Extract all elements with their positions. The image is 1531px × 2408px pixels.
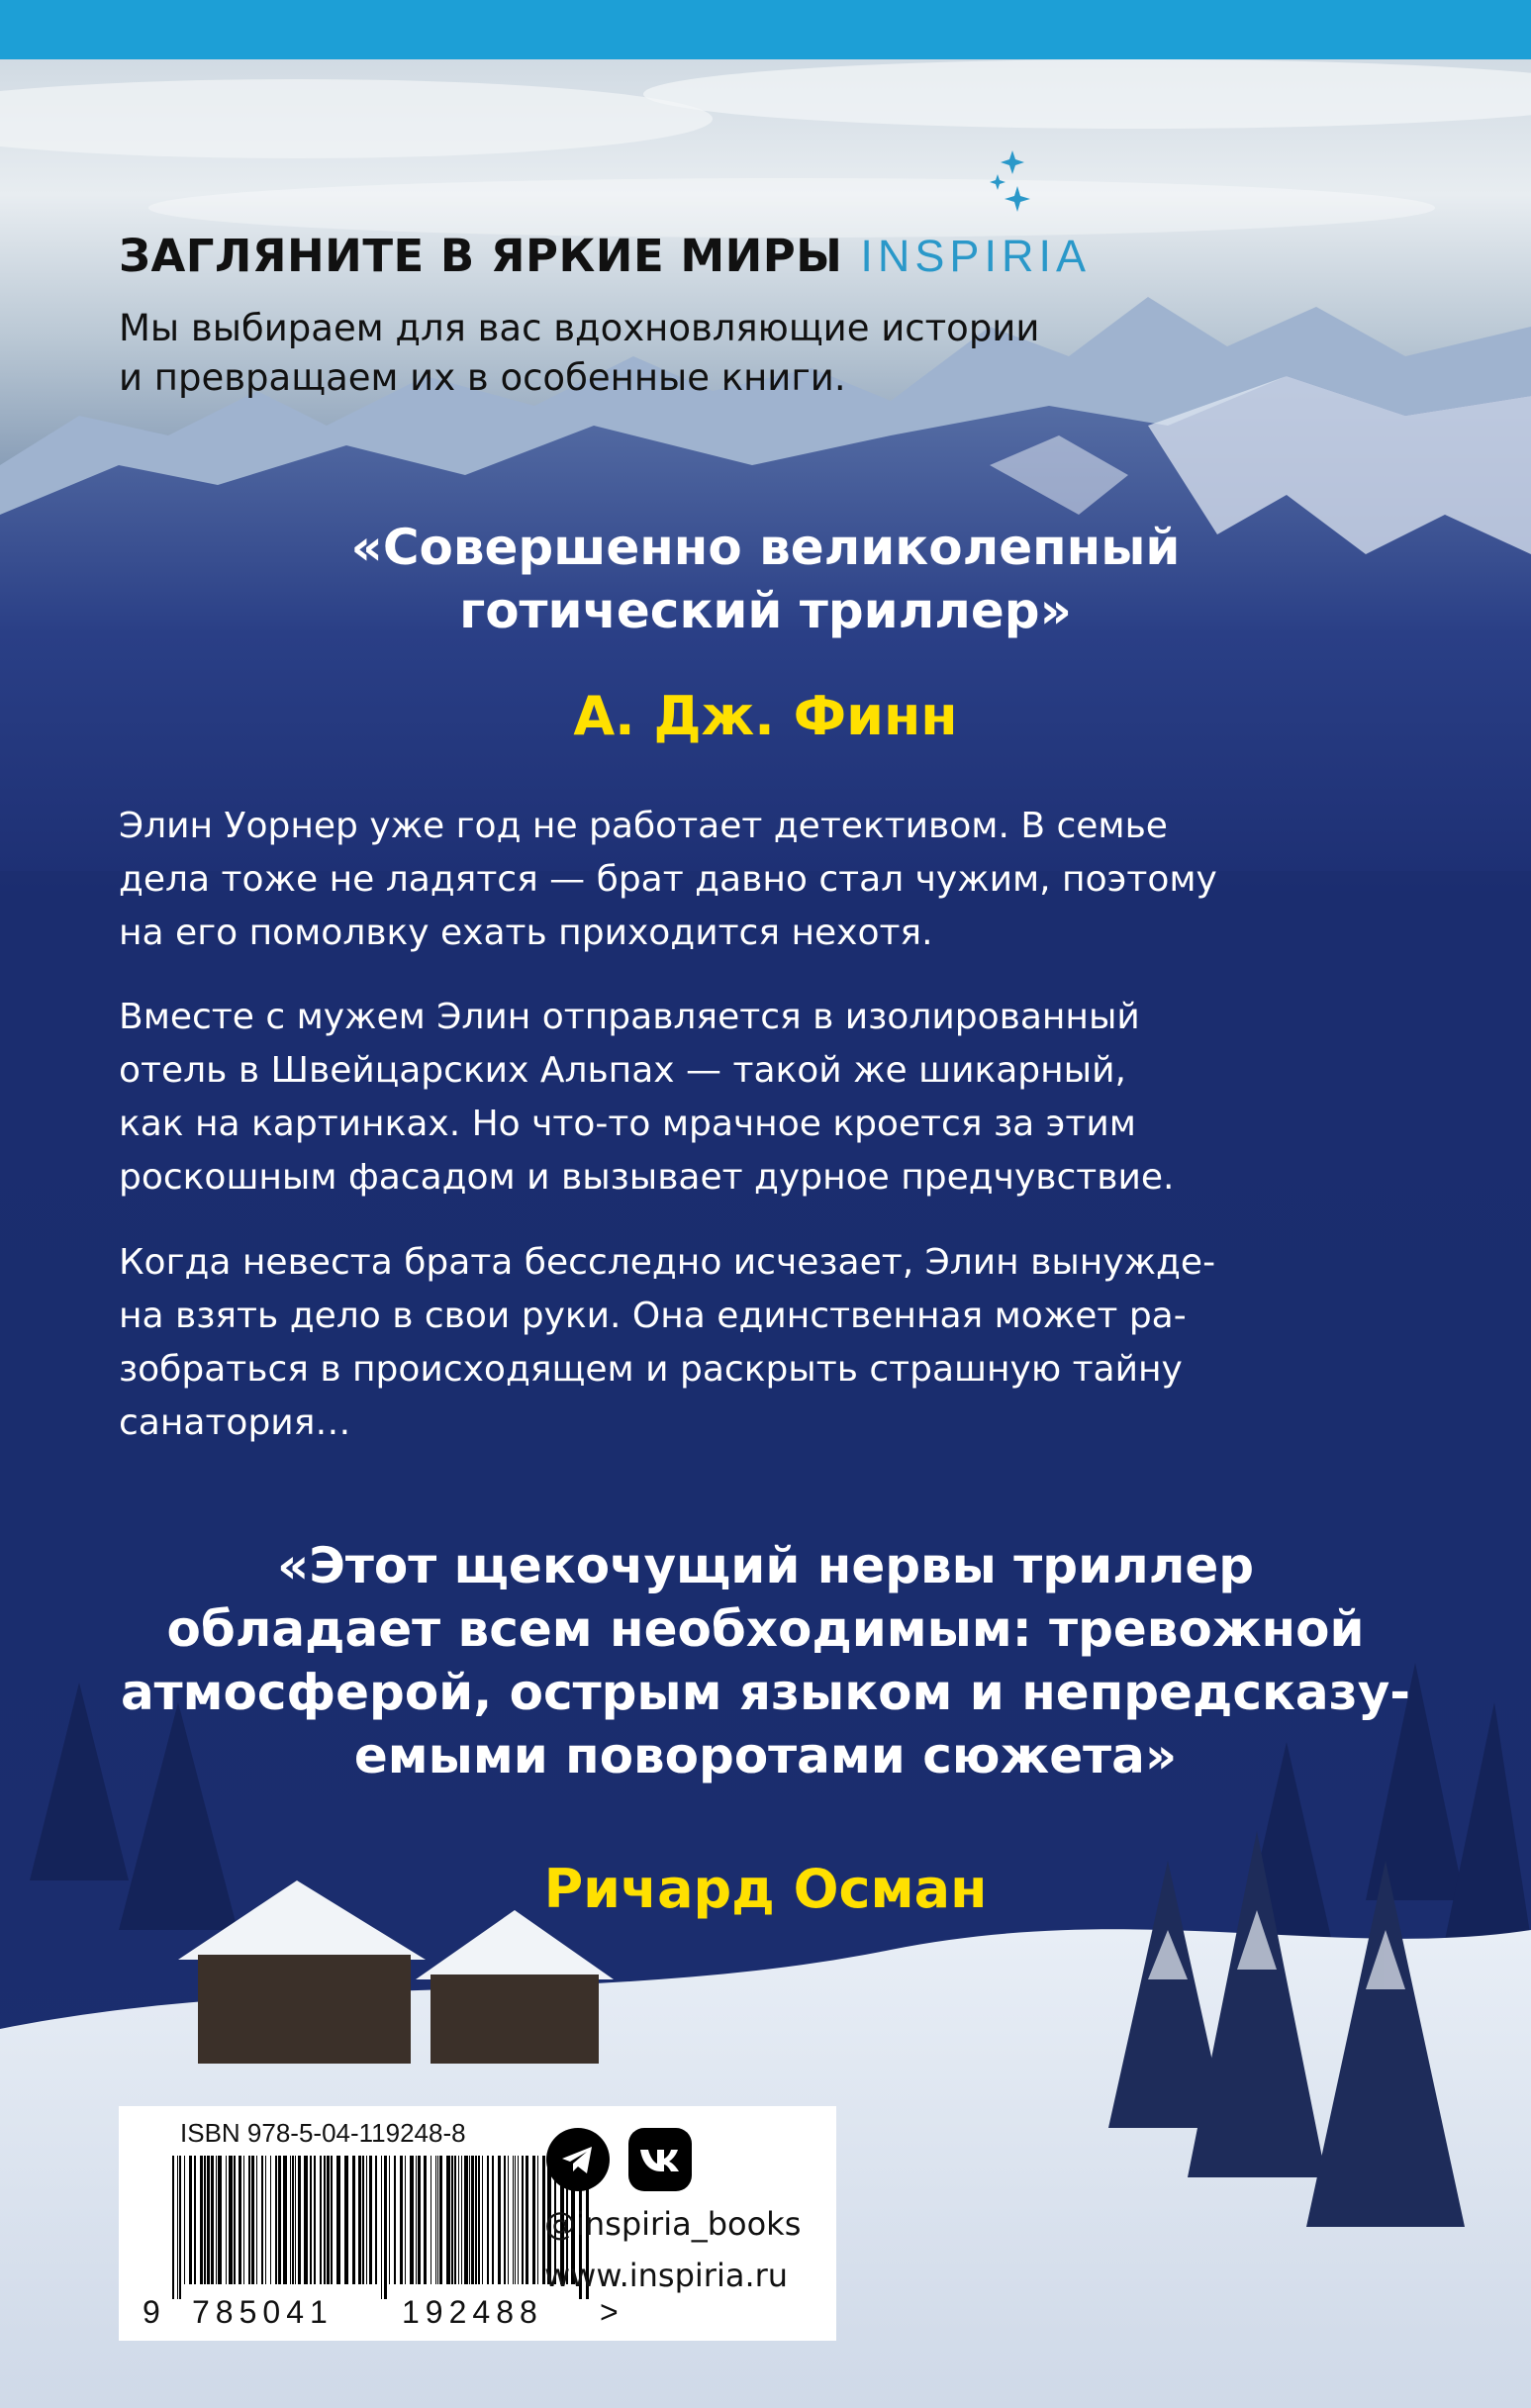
barcode-bar (461, 2156, 462, 2284)
barcode-bar (362, 2156, 364, 2284)
barcode-bar (336, 2156, 340, 2284)
barcode-bar (424, 2156, 427, 2284)
barcode-bar (172, 2156, 174, 2299)
barcode-bar (292, 2156, 294, 2284)
barcode-bar (314, 2156, 316, 2284)
barcode-bar (394, 2156, 396, 2284)
website-link[interactable]: www.inspiria.ru (544, 2257, 789, 2294)
barcode-bar (454, 2156, 456, 2284)
barcode-bar (487, 2156, 489, 2284)
barcode-bar (469, 2156, 470, 2284)
barcode-bar (410, 2156, 414, 2284)
barcode-bar (327, 2156, 330, 2284)
barcode-bar (482, 2156, 483, 2284)
brand-heading (119, 230, 1405, 282)
blurb-line: Элин Уорнер уже год не работает детективом. В семье (119, 806, 1168, 846)
barcode-bar (184, 2156, 185, 2284)
barcode-bar (234, 2156, 236, 2284)
barcode-bar (451, 2156, 453, 2284)
barcode-bar (211, 2156, 214, 2284)
telegram-icon[interactable] (546, 2128, 610, 2191)
top-color-band (0, 0, 1531, 59)
barcode-bar (504, 2156, 506, 2284)
social-handle[interactable]: @inspiria_books (544, 2205, 802, 2243)
barcode-bar (508, 2156, 509, 2284)
quote-line: готический триллер» (459, 582, 1072, 639)
barcode-digits-left: 785041 (192, 2294, 334, 2330)
quote-line: «Совершенно великолепный (350, 519, 1181, 576)
barcode-bar (261, 2156, 263, 2284)
barcode-bar (522, 2156, 524, 2284)
barcode-bar (435, 2156, 436, 2284)
vk-icon[interactable] (628, 2128, 692, 2191)
barcode-bar (278, 2156, 281, 2284)
quote-author-1: А. Дж. Финн (573, 685, 958, 747)
quote-line: емыми поворотами сюжета» (353, 1727, 1178, 1784)
barcode-bar (518, 2156, 519, 2284)
barcode-bar (275, 2156, 277, 2284)
blurb-line: роскошным фасадом и вызывает дурное предчувствие. (119, 1157, 1175, 1198)
barcode-bar (179, 2156, 181, 2299)
brand-subtitle-line: и превращаем их в особенные книги. (119, 356, 846, 399)
blurb-line: как на картинках. Но что-то мрачное кроется за этим (119, 1104, 1136, 1144)
barcode-bar (381, 2156, 382, 2299)
barcode-bar (189, 2156, 192, 2284)
quote-line: атмосферой, острым языком и непредсказу- (120, 1664, 1411, 1721)
barcode-bar (226, 2156, 227, 2284)
barcode-bar (437, 2156, 438, 2284)
barcode-bar (526, 2156, 528, 2284)
barcode-bar (207, 2156, 210, 2284)
barcode-bar (298, 2156, 301, 2284)
blurb-paragraph-1 (119, 800, 1425, 960)
barcode-bar (366, 2156, 367, 2284)
barcode-bar (532, 2156, 535, 2284)
blurb-line: на взять дело в свои руки. Она единственная может ра- (119, 1296, 1187, 1336)
barcode-bar (200, 2156, 203, 2284)
blurb-line: зобраться в происходящем и раскрыть страшную тайну (119, 1349, 1183, 1390)
barcode-bar (446, 2156, 450, 2284)
barcode-bar (216, 2156, 217, 2284)
barcode-bar (513, 2156, 514, 2284)
barcode-bar (478, 2156, 480, 2284)
barcode-digit-tail: > (600, 2294, 619, 2330)
barcode (172, 2156, 592, 2299)
barcode-bar (256, 2156, 257, 2284)
blurb-line: дела тоже не ладятся — брат давно стал чужим, поэтому (119, 859, 1217, 900)
barcode-digit-lead: 9 (143, 2294, 160, 2330)
barcode-bar (375, 2156, 377, 2284)
barcode-bar (204, 2156, 206, 2284)
review-quote-1 (79, 516, 1452, 642)
barcode-bar (248, 2156, 250, 2284)
barcode-bar (320, 2156, 322, 2284)
barcode-bar (295, 2156, 296, 2284)
quote-line: «Этот щекочущий нервы триллер (276, 1537, 1255, 1594)
barcode-bar (369, 2156, 372, 2284)
barcode-bar (239, 2156, 241, 2284)
quote-author-2: Ричард Осман (543, 1858, 988, 1920)
barcode-bar (243, 2156, 244, 2284)
barcode-bar (344, 2156, 348, 2284)
brand-subtitle-line: Мы выбираем для вас вдохновляющие истории (119, 307, 1040, 349)
barcode-bar (290, 2156, 291, 2284)
quote-line: обладает всем необходимым: тревожной (166, 1600, 1365, 1658)
barcode-bar (389, 2156, 390, 2284)
brand-heading-text: ЗАГЛЯНИТЕ В ЯРКИЕ МИРЫ (119, 230, 843, 282)
blurb-line: Вместе с мужем Элин отправляется в изолированный (119, 997, 1140, 1037)
blurb-line: санатория… (119, 1402, 351, 1443)
barcode-bar (358, 2156, 361, 2284)
barcode-bar (270, 2156, 271, 2284)
barcode-bar (283, 2156, 287, 2284)
barcode-bar (384, 2156, 387, 2299)
sparkle-icon (988, 150, 1037, 225)
barcode-bar (324, 2156, 326, 2284)
barcode-bar (304, 2156, 308, 2284)
barcode-bar (416, 2156, 417, 2284)
brand-name: INSPIRIA (860, 231, 1091, 281)
isbn-panel (119, 2106, 836, 2341)
blurb-line: на его помолвку ехать приходится нехотя. (119, 913, 933, 953)
barcode-bar (177, 2156, 178, 2299)
barcode-bar (405, 2156, 406, 2284)
barcode-bar (537, 2156, 538, 2284)
blurb-line: Когда невеста брата бесследно исчезает, Элин вынужде- (119, 1242, 1216, 1283)
barcode-bar (251, 2156, 254, 2284)
barcode-bar (498, 2156, 501, 2284)
blurb-line: отель в Швейцарских Альпах — такой же шикарный, (119, 1050, 1126, 1091)
barcode-bar (418, 2156, 421, 2284)
barcode-bar (475, 2156, 477, 2284)
barcode-bar (331, 2156, 333, 2284)
blurb-paragraph-3 (119, 1236, 1425, 1450)
barcode-bar (471, 2156, 474, 2284)
barcode-bar (218, 2156, 222, 2284)
brand-subtitle (119, 304, 1257, 403)
barcode-bar (229, 2156, 233, 2284)
barcode-bar (458, 2156, 459, 2284)
barcode-bar (265, 2156, 266, 2284)
barcode-bar (352, 2156, 355, 2284)
barcode-bar (515, 2156, 516, 2284)
barcode-bar (464, 2156, 468, 2284)
review-quote-2 (79, 1534, 1452, 1787)
barcode-bar (439, 2156, 442, 2284)
barcode-bar (492, 2156, 494, 2284)
barcode-bar (310, 2156, 312, 2284)
blurb-paragraph-2 (119, 991, 1425, 1204)
isbn-label: ISBN 978-5-04-119248-8 (180, 2118, 466, 2148)
barcode-digits-right: 192488 (402, 2294, 543, 2330)
barcode-bar (400, 2156, 403, 2284)
barcode-bar (194, 2156, 196, 2284)
